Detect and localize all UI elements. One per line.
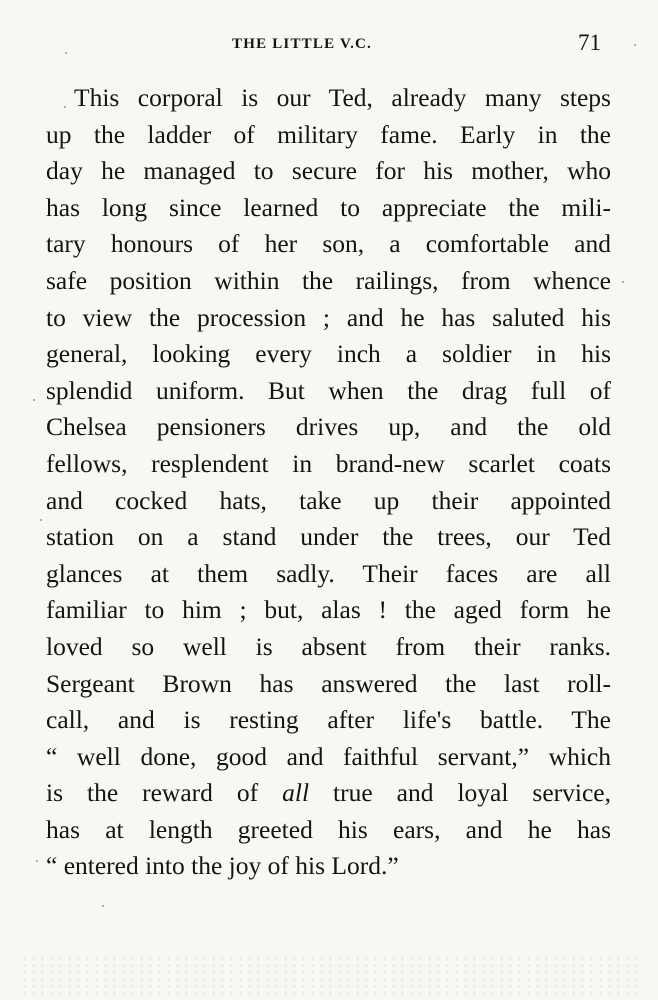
italic-word: all — [282, 778, 310, 808]
scan-speck — [102, 905, 104, 907]
text-line: and cocked hats, take up their appointed — [46, 485, 611, 515]
text-line: loved so well is absent from their ranks. — [46, 631, 611, 661]
scan-speck — [33, 399, 35, 401]
scan-speck — [65, 52, 67, 54]
text-line: call, and is resting after life's battle. The — [46, 705, 611, 735]
scan-speck — [64, 106, 66, 108]
text-line: up the ladder of military fame. Early in the — [46, 119, 611, 149]
scan-speck — [36, 860, 38, 862]
text-line: safe position within the railings, from whence — [46, 265, 611, 295]
body-paragraph — [46, 80, 611, 885]
text-line: to view the procession ; and he has saluted his — [46, 302, 611, 332]
text-line-with-italic — [46, 775, 611, 812]
text-line: station on a stand under the trees, our Ted — [46, 522, 611, 552]
text-line: tary honours of her son, a comfortable and — [46, 229, 611, 259]
page-number: 71 — [578, 30, 601, 55]
scan-speck — [40, 519, 42, 521]
text-line: fellows, resplendent in brand-new scarlet coats — [46, 448, 611, 478]
text-line: “ well done, good and faithful servant,” which — [46, 741, 611, 771]
text-run: is the reward of — [46, 778, 283, 808]
text-line: has long since learned to appreciate the mili- — [46, 192, 611, 222]
running-title: THE LITTLE V.C. — [232, 36, 372, 52]
text-line: familiar to him ; but, alas ! the aged form he — [46, 595, 611, 625]
text-line: general, looking every inch a soldier in his — [46, 339, 611, 369]
text-line: glances at them sadly. Their faces are all — [46, 558, 611, 588]
scan-speck — [634, 44, 636, 46]
text-line: “ entered into the joy of his Lord.” — [46, 851, 399, 881]
text-line: This corporal is our Ted, already many steps — [74, 83, 611, 112]
text-run: true and loyal service, — [309, 778, 611, 808]
text-line: day he managed to secure for his mother, who — [46, 156, 611, 186]
scan-speck — [622, 281, 624, 283]
text-line: Sergeant Brown has answered the last roll- — [46, 668, 611, 698]
text-line: Chelsea pensioners drives up, and the old — [46, 412, 611, 442]
text-line: has at length greeted his ears, and he has — [46, 814, 611, 844]
text-line: splendid uniform. But when the drag full of — [46, 375, 611, 405]
scan-noise — [20, 955, 640, 995]
